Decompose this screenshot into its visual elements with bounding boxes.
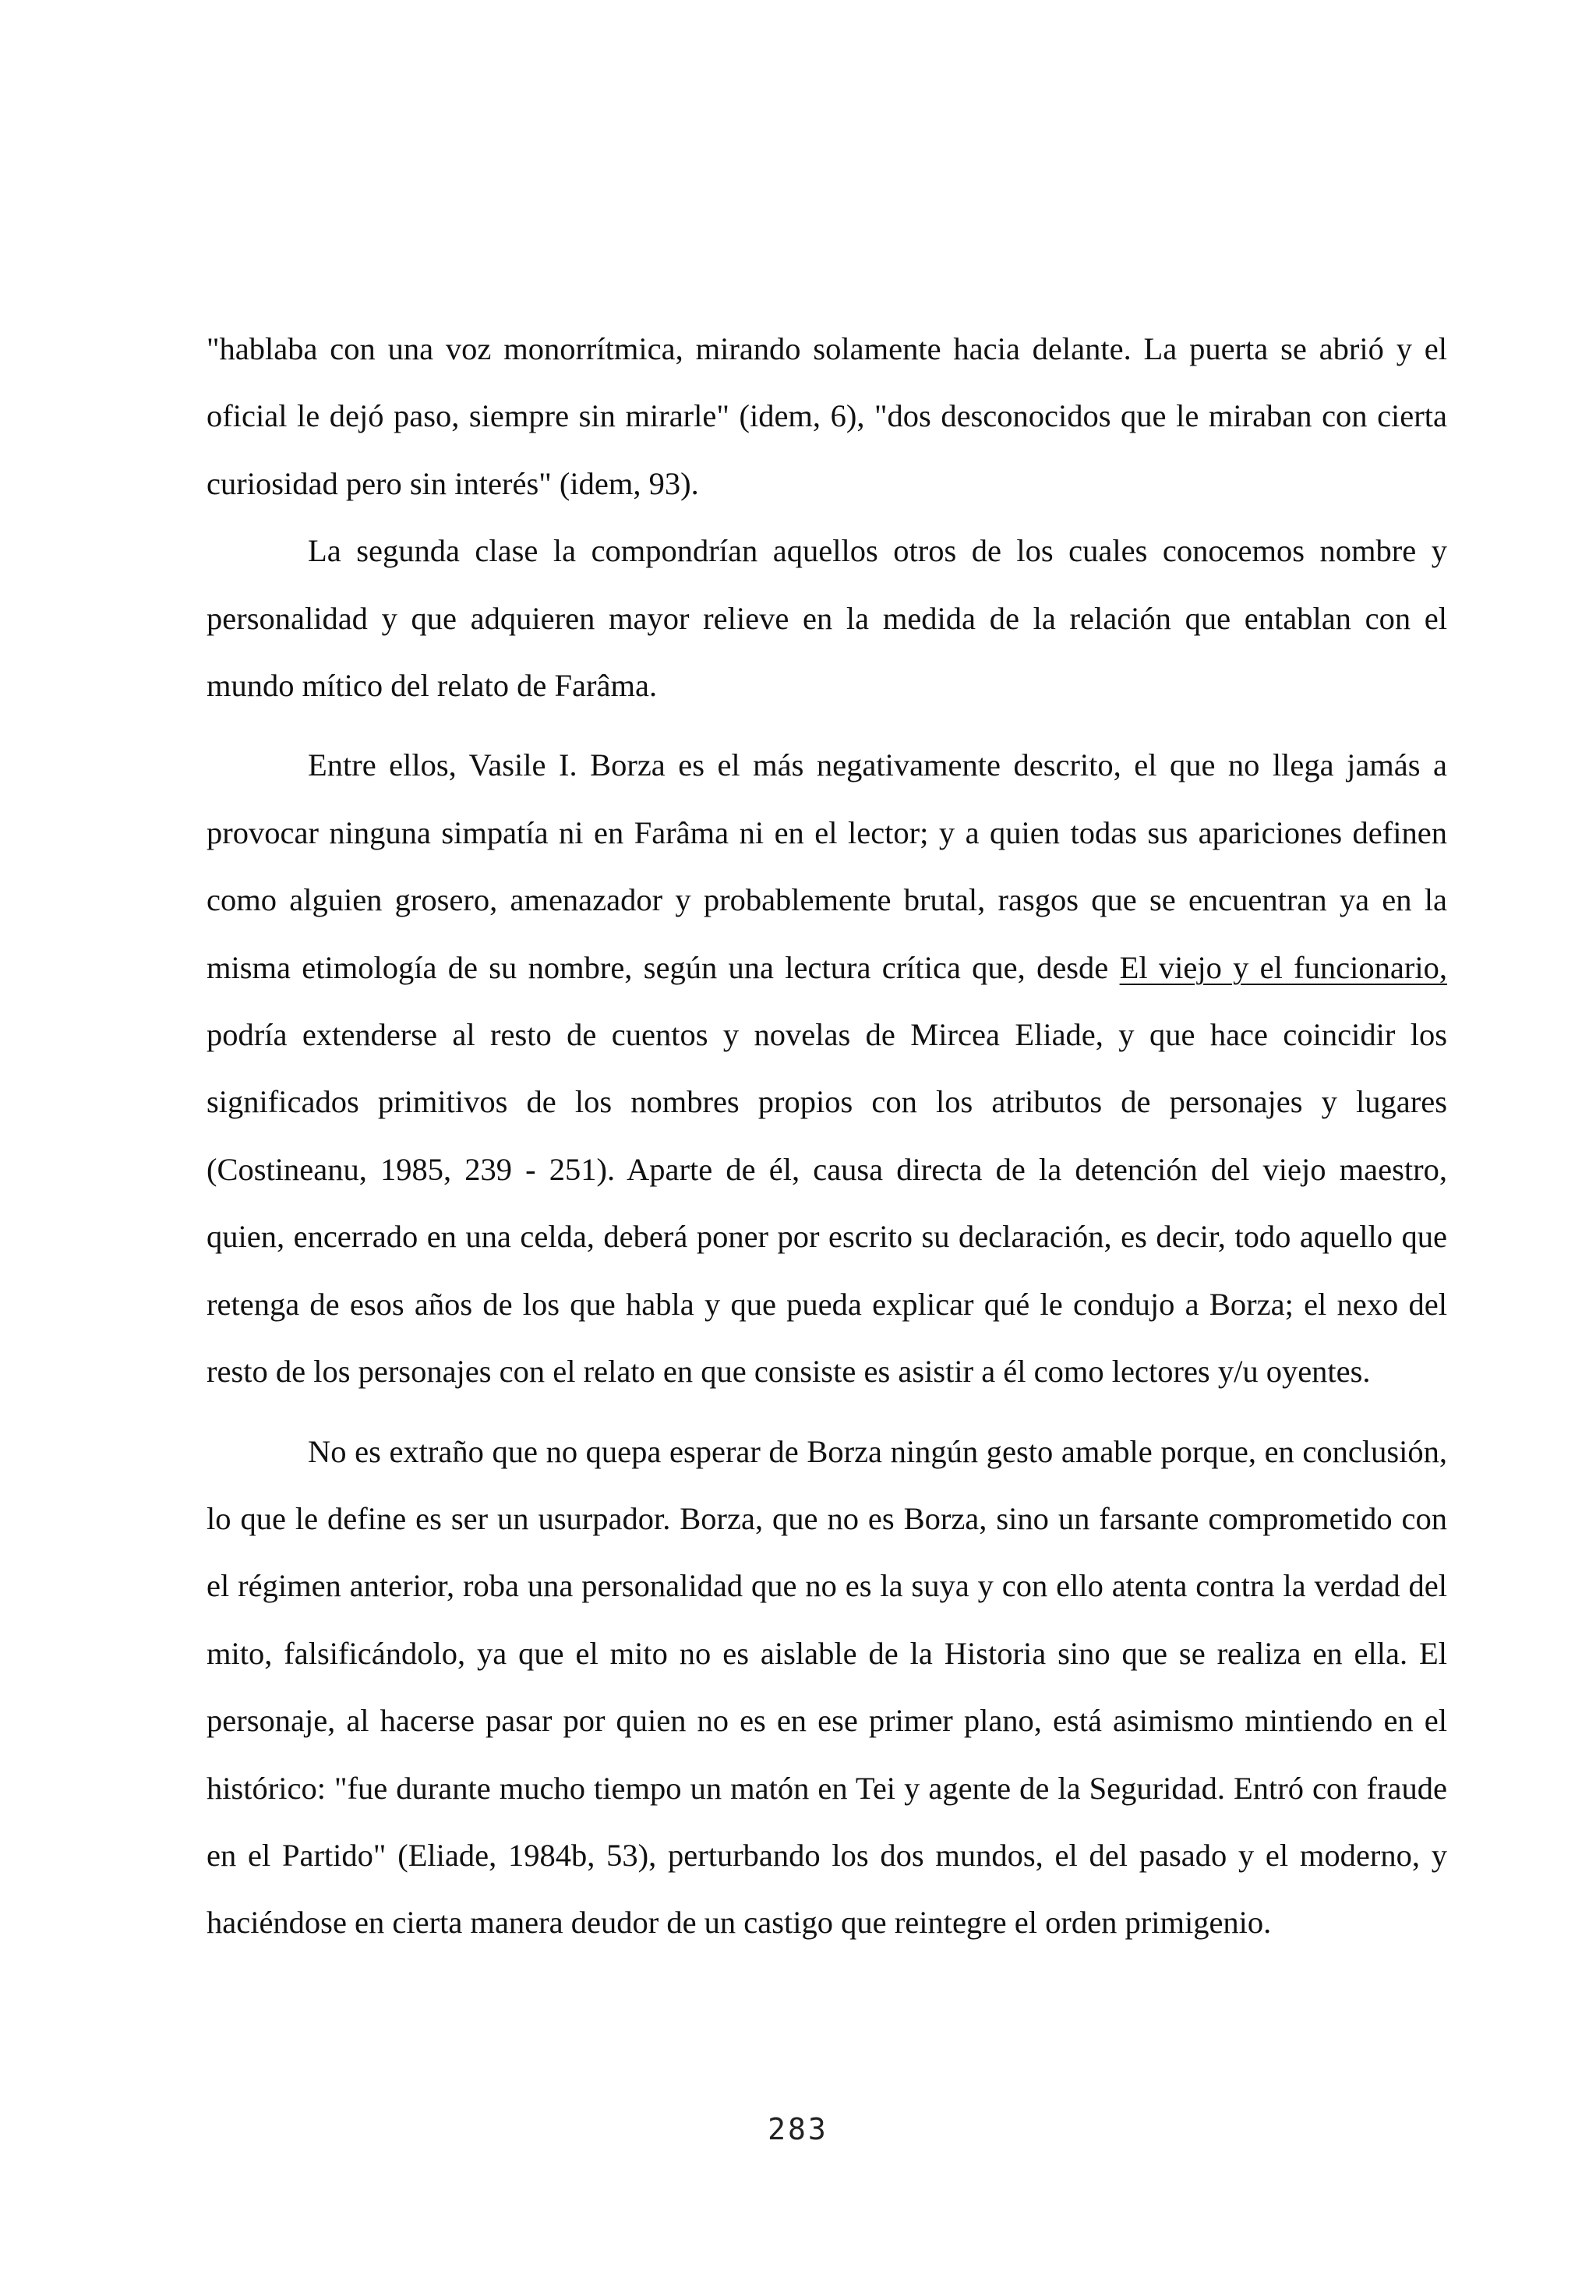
paragraph-segunda-clase: La segunda clase la compondrían aquellos otros de los cuales conocemos nombre y personalidad y que adquieren mayor relieve en la medida de la relación que entablan con el mundo mítico del relato de Farâma.	[207, 533, 1447, 704]
paragraph-borza-text-before: Entre ellos, Vasile I. Borza es el más negativamente descrito, el que no llega jamás a provocar ninguna simpatía ni en Farâma ni en el lector; y a quien todas sus apariciones definen como alguien grosero, amenazador y probablemente brutal, rasgos que se encuentran ya en la misma etimología de su nombre, según una lectura crítica que, desde	[207, 747, 1447, 985]
work-title-underlined: El viejo y el funcionario,	[1119, 949, 1447, 985]
paragraph-borza-description	[207, 732, 1447, 1405]
paragraph-usurpador: No es extraño que no quepa esperar de Borza ningún gesto amable porque, en conclusión, lo que le define es ser un usurpador. Borza, que no es Borza, sino un farsante comprometido con el régimen anterior, roba una personalidad que no es la suya y con ello atenta contra la verdad del mito, falsificándolo, ya que el mito no es aislable de la Historia sino que se realiza en ella. El personaje, al hacerse pasar por quien no es en ese primer plano, está asimismo mintiendo en el histórico: "fue durante mucho tiempo un matón en Tei y agente de la Seguridad. Entró con fraude en el Partido" (Eliade, 1984b, 53), perturbando los dos mundos, el del pasado y el moderno, y haciéndose en cierta manera deudor de un castigo que reintegre el orden primigenio.	[207, 1433, 1447, 1941]
paragraph-borza-text-after: podría extenderse al resto de cuentos y novelas de Mircea Eliade, y que hace coincidir los significados primitivos de los nombres propios con los atributos de personajes y lugares (Costineanu, 1985, 239 - 251). Aparte de él, causa directa de la detención del viejo maestro, quien, encerrado en una celda, deberá poner por escrito su declaración, es decir, todo aquello que retenga de esos años de los que habla y que pueda explicar qué le condujo a Borza; el nexo del resto de los personajes con el relato en que consiste es asistir a él como lectores y/u oyentes.	[207, 1017, 1447, 1390]
page-body	[207, 316, 1447, 1957]
page-number: 283	[768, 2112, 828, 2146]
paragraph-continuation: "hablaba con una voz monorrítmica, mirando solamente hacia delante. La puerta se abrió y el oficial le dejó paso, siempre sin mirarle" (idem, 6), "dos desconocidos que le miraban con cierta curiosidad pero sin interés" (idem, 93).	[207, 331, 1447, 501]
